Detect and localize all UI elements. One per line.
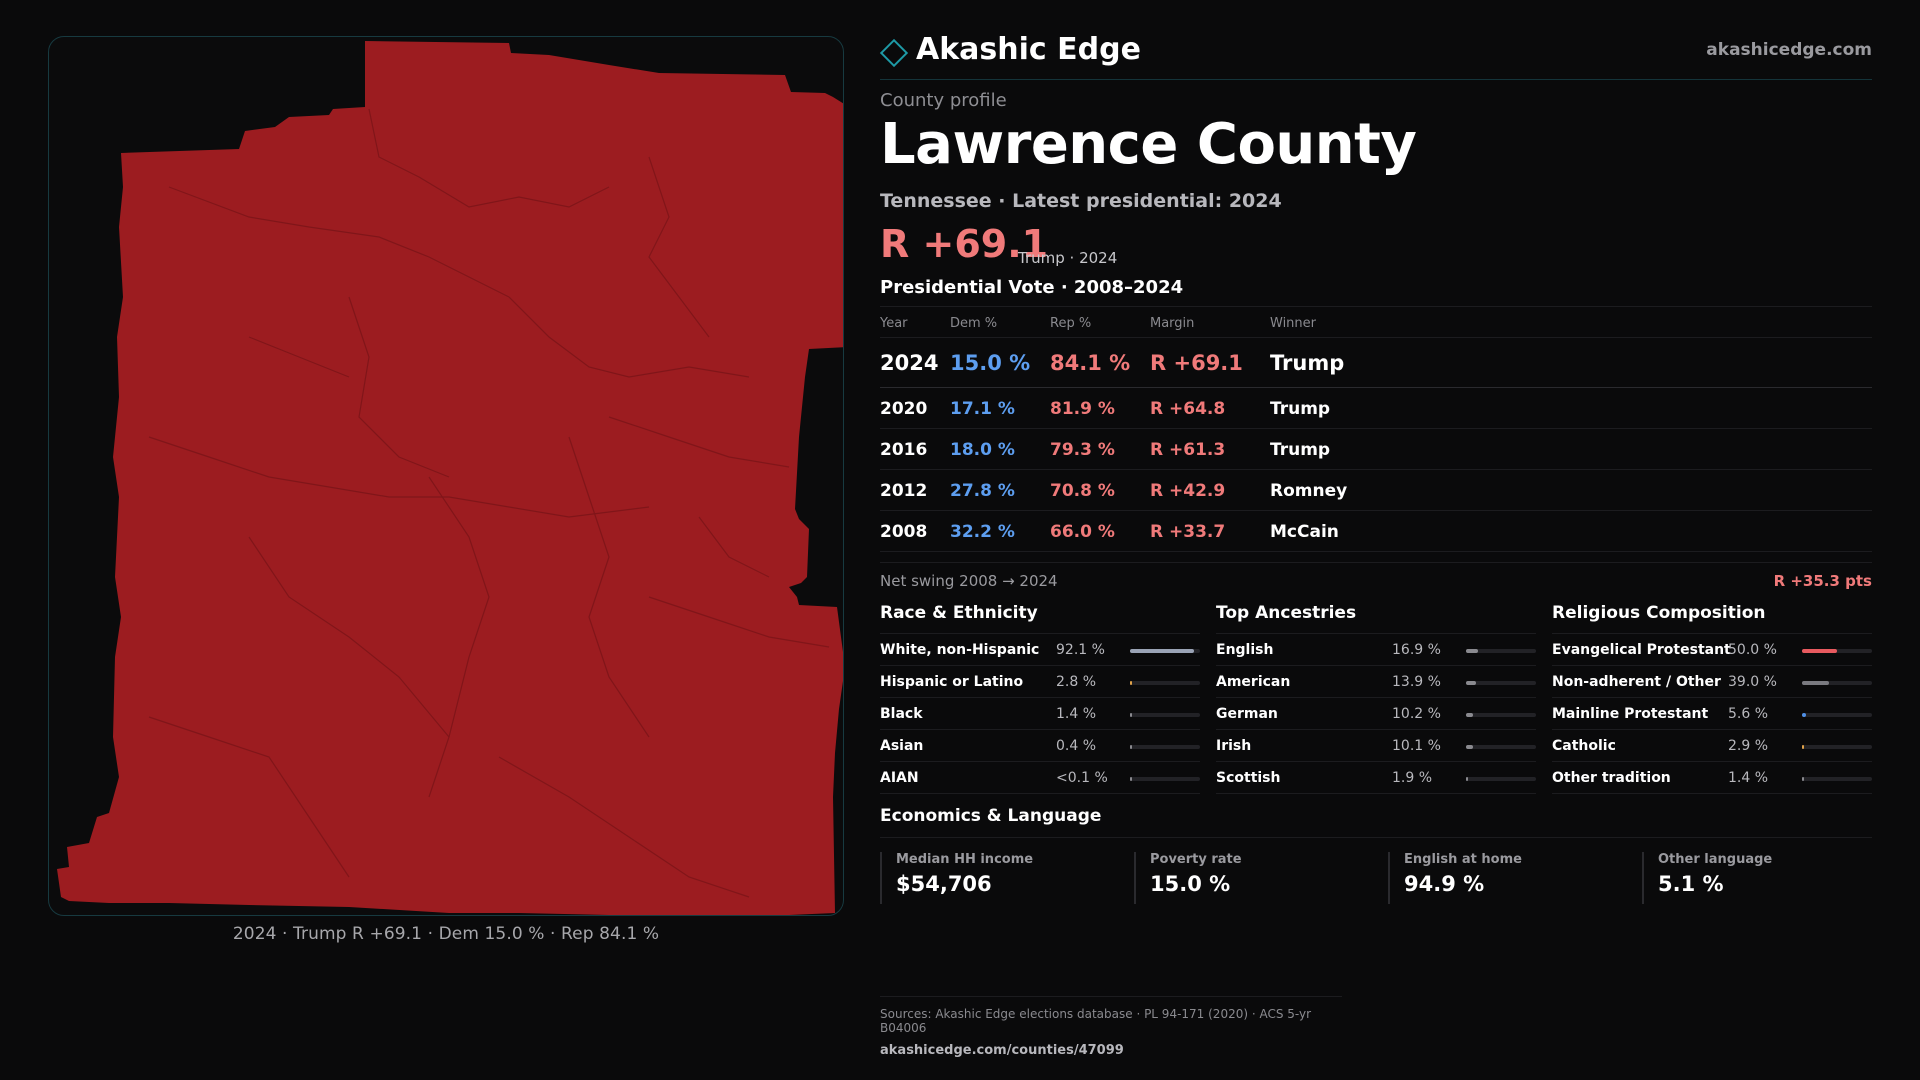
- stat-value: 94.9 %: [1404, 872, 1485, 896]
- cell-winner: Trump: [1270, 399, 1331, 419]
- item-percent: 2.8 %: [1056, 674, 1097, 690]
- list-item: [880, 762, 1200, 794]
- bar-fill: [1466, 649, 1478, 653]
- item-label: English: [1216, 642, 1274, 658]
- list-item: [1552, 698, 1872, 730]
- item-label: American: [1216, 674, 1291, 690]
- bar-fill: [1130, 649, 1194, 653]
- item-label: Evangelical Protestant: [1552, 642, 1731, 658]
- ancestries-section: [1216, 600, 1536, 794]
- net-swing-row: [880, 562, 1872, 596]
- cell-winner: McCain: [1270, 522, 1339, 542]
- cell-winner: Romney: [1270, 481, 1348, 501]
- item-label: Irish: [1216, 738, 1252, 754]
- bar-fill: [1802, 777, 1804, 781]
- stat-card: [1388, 852, 1628, 904]
- bar-track: [1466, 713, 1536, 717]
- item-percent: 0.4 %: [1056, 738, 1097, 754]
- stat-card: [1134, 852, 1374, 904]
- list-item: [880, 730, 1200, 762]
- bar-track: [1466, 777, 1536, 781]
- item-percent: 39.0 %: [1728, 674, 1777, 690]
- item-percent: 1.9 %: [1392, 770, 1433, 786]
- brand-name[interactable]: Akashic Edge: [916, 32, 1141, 67]
- header-dem: Dem %: [950, 316, 998, 331]
- bar-track: [1802, 745, 1872, 749]
- race-ethnicity-section: [880, 600, 1200, 794]
- list-item: [880, 666, 1200, 698]
- cell-margin: R +61.3: [1150, 440, 1226, 460]
- table-row: [880, 511, 1872, 552]
- header-margin: Margin: [1150, 316, 1195, 331]
- cell-margin: R +69.1: [1150, 351, 1243, 375]
- religion-section: [1552, 600, 1872, 794]
- stat-value: $54,706: [896, 872, 992, 896]
- item-percent: 50.0 %: [1728, 642, 1777, 658]
- list-item: [1552, 666, 1872, 698]
- page-title: Lawrence County: [880, 112, 1417, 177]
- cell-rep: 81.9 %: [1050, 399, 1115, 419]
- county-map-panel: [48, 36, 844, 916]
- list-item: [1552, 730, 1872, 762]
- county-profile-panel: [880, 0, 1872, 1080]
- page-subtitle: Tennessee · Latest presidential: 2024: [880, 190, 1282, 212]
- page-eyebrow: County profile: [880, 90, 1007, 111]
- bar-fill: [1130, 745, 1132, 749]
- bar-fill: [1802, 713, 1806, 717]
- list-item: [1216, 698, 1536, 730]
- brand-logo-icon: [880, 39, 908, 67]
- vote-table-header: [880, 306, 1872, 338]
- header-year: Year: [880, 316, 908, 331]
- item-label: Scottish: [1216, 770, 1281, 786]
- bar-track: [1130, 649, 1200, 653]
- stat-card: [880, 852, 1120, 904]
- item-label: Non-adherent / Other: [1552, 674, 1721, 690]
- bar-fill: [1130, 681, 1132, 685]
- net-swing-label: Net swing 2008 → 2024: [880, 572, 1058, 590]
- bar-fill: [1466, 777, 1468, 781]
- vote-table: [880, 306, 1872, 552]
- list-item: [880, 634, 1200, 666]
- list-item: [1552, 634, 1872, 666]
- item-label: German: [1216, 706, 1278, 722]
- item-label: Other tradition: [1552, 770, 1671, 786]
- county-shape[interactable]: [57, 41, 844, 916]
- bar-fill: [1466, 713, 1473, 717]
- table-row: [880, 338, 1872, 388]
- bar-fill: [1130, 713, 1132, 717]
- section-title: Race & Ethnicity: [880, 600, 1200, 634]
- cell-year: 2016: [880, 440, 928, 460]
- stat-card: [1642, 852, 1882, 904]
- cell-rep: 70.8 %: [1050, 481, 1115, 501]
- item-label: Mainline Protestant: [1552, 706, 1709, 722]
- bar-track: [1802, 649, 1872, 653]
- cell-rep: 84.1 %: [1050, 351, 1131, 375]
- bar-fill: [1466, 681, 1476, 685]
- headline-margin: R +69.1: [880, 222, 1049, 266]
- cell-margin: R +42.9: [1150, 481, 1226, 501]
- table-row: [880, 470, 1872, 511]
- net-swing-value: R +35.3 pts: [1773, 572, 1872, 590]
- cell-rep: 79.3 %: [1050, 440, 1115, 460]
- brand-url-link[interactable]: akashicedge.com: [1706, 40, 1872, 60]
- item-percent: 1.4 %: [1728, 770, 1769, 786]
- cell-dem: 32.2 %: [950, 522, 1015, 542]
- bar-track: [1466, 649, 1536, 653]
- stat-label: English at home: [1404, 852, 1522, 867]
- bar-fill: [1802, 649, 1837, 653]
- brand-header: [880, 30, 1872, 80]
- item-percent: 10.1 %: [1392, 738, 1441, 754]
- cell-dem: 17.1 %: [950, 399, 1015, 419]
- header-winner: Winner: [1270, 316, 1317, 331]
- item-label: AIAN: [880, 770, 919, 786]
- stat-label: Other language: [1658, 852, 1773, 867]
- item-label: Hispanic or Latino: [880, 674, 1024, 690]
- bar-track: [1130, 745, 1200, 749]
- sources-link[interactable]: akashicedge.com/counties/47099: [880, 1043, 1124, 1058]
- bar-track: [1130, 713, 1200, 717]
- item-percent: 92.1 %: [1056, 642, 1105, 658]
- cell-year: 2024: [880, 351, 939, 375]
- cell-rep: 66.0 %: [1050, 522, 1115, 542]
- cell-winner: Trump: [1270, 351, 1345, 375]
- item-percent: 10.2 %: [1392, 706, 1441, 722]
- list-item: [1552, 762, 1872, 794]
- cell-year: 2008: [880, 522, 928, 542]
- cell-dem: 15.0 %: [950, 351, 1031, 375]
- item-percent: 2.9 %: [1728, 738, 1769, 754]
- sources-footer: [880, 996, 1342, 1058]
- item-label: Catholic: [1552, 738, 1616, 754]
- item-percent: 13.9 %: [1392, 674, 1441, 690]
- list-item: [1216, 634, 1536, 666]
- bar-fill: [1130, 777, 1132, 781]
- list-item: [880, 698, 1200, 730]
- cell-dem: 18.0 %: [950, 440, 1015, 460]
- item-label: Black: [880, 706, 923, 722]
- cell-year: 2020: [880, 399, 928, 419]
- cell-margin: R +64.8: [1150, 399, 1226, 419]
- map-caption: 2024 · Trump R +69.1 · Dem 15.0 % · Rep 84.1 %: [232, 924, 660, 944]
- stat-label: Poverty rate: [1150, 852, 1242, 867]
- vote-table-title: Presidential Vote · 2008–2024: [880, 277, 1184, 298]
- cell-dem: 27.8 %: [950, 481, 1015, 501]
- list-item: [1216, 730, 1536, 762]
- cell-winner: Trump: [1270, 440, 1331, 460]
- section-title: Top Ancestries: [1216, 600, 1536, 634]
- bar-track: [1802, 777, 1872, 781]
- bar-track: [1466, 681, 1536, 685]
- bar-track: [1802, 713, 1872, 717]
- bar-fill: [1802, 681, 1829, 685]
- bar-track: [1130, 681, 1200, 685]
- bar-track: [1466, 745, 1536, 749]
- table-row: [880, 388, 1872, 429]
- list-item: [1216, 762, 1536, 794]
- header-rep: Rep %: [1050, 316, 1092, 331]
- stat-label: Median HH income: [896, 852, 1034, 867]
- cell-year: 2012: [880, 481, 928, 501]
- headline-margin-note: Trump · 2024: [1018, 249, 1118, 267]
- bar-fill: [1466, 745, 1473, 749]
- county-map[interactable]: [49, 37, 844, 916]
- item-percent: 16.9 %: [1392, 642, 1441, 658]
- bar-track: [1802, 681, 1872, 685]
- table-row: [880, 429, 1872, 470]
- stat-value: 5.1 %: [1658, 872, 1724, 896]
- cell-margin: R +33.7: [1150, 522, 1226, 542]
- section-title: Religious Composition: [1552, 600, 1872, 634]
- bar-track: [1130, 777, 1200, 781]
- item-label: White, non-Hispanic: [880, 642, 1040, 658]
- bar-fill: [1802, 745, 1804, 749]
- list-item: [1216, 666, 1536, 698]
- item-percent: <0.1 %: [1056, 770, 1108, 786]
- item-label: Asian: [880, 738, 924, 754]
- economics-title: Economics & Language: [880, 806, 1872, 838]
- stat-value: 15.0 %: [1150, 872, 1231, 896]
- item-percent: 5.6 %: [1728, 706, 1769, 722]
- sources-text: Sources: Akashic Edge elections database · PL 94-171 (2020) · ACS 5-yr B04006: [880, 1007, 1312, 1035]
- item-percent: 1.4 %: [1056, 706, 1097, 722]
